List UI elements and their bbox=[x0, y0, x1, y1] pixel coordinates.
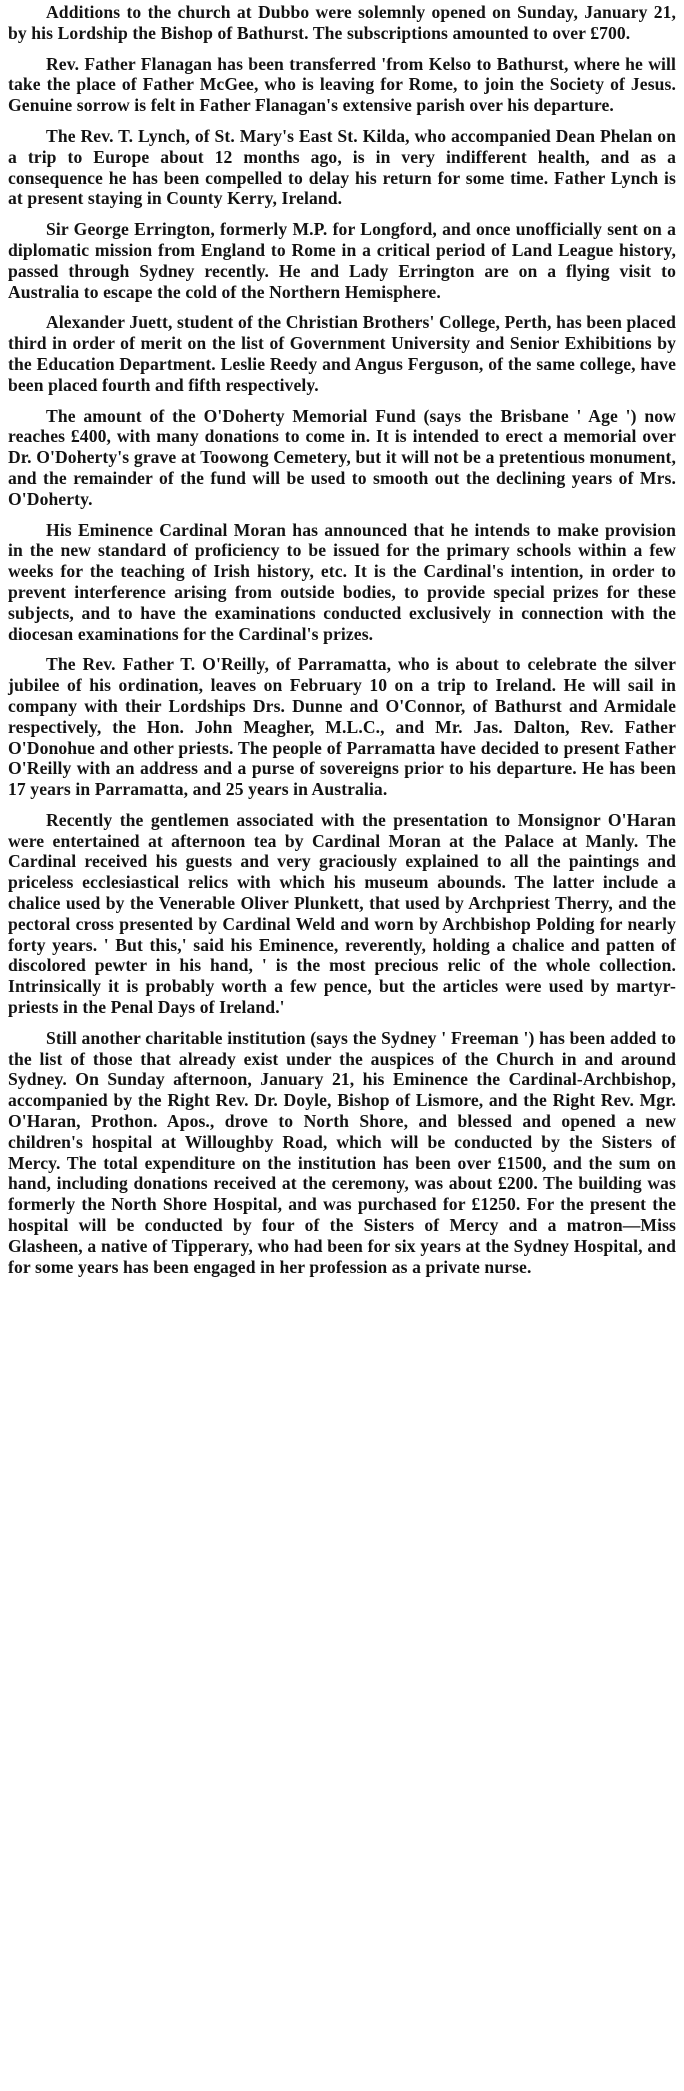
news-paragraph-lynch: The Rev. T. Lynch, of St. Mary's East St. Kilda, who accompanied Dean Phelan on a trip to Europe about 12 months ago, is in very indifferent health, and as a consequence he has been compelled to delay his return for some time. Father Lynch is at present staying in County Kerry, Ireland. bbox=[8, 125, 676, 209]
news-paragraph-cardinal-moran: His Eminence Cardinal Moran has announced that he intends to make provision in the new standard of proficiency to be issued for the primary schools within a few weeks for the teaching of Irish history, etc. It is the Cardinal's intention, in order to prevent interference arising from outside bodies, to provide special prizes for these subjects, and to have the examinations conducted exclusively in connection with the diocesan examinations for the Cardinal's prizes. bbox=[8, 519, 676, 644]
news-paragraph-childrens-hospital: Still another charitable institution (says the Sydney ' Freeman ') has been added to the list of those that already exist under the auspices of the Church in and around Sydney. On Sunday afternoon, January 21, his Eminence the Cardinal-Archbishop, accompanied by the Right Rev. Dr. Doyle, Bishop of Lismore, and the Right Rev. Mgr. O'Haran, Prothon. Apos., drove to North Shore, and blessed and opened a new children's hospital at Willoughby Road, which will be conducted by the Sisters of Mercy. The total expenditure on the institution has been over £1500, and the sum on hand, including donations received at the ceremony, was about £200. The building was formerly the North Shore Hospital, and was purchased for £1250. For the present the hospital will be conducted by four of the Sisters of Mercy and a matron—Miss Glasheen, a native of Tipperary, who had been for six years at the Sydney Hospital, and for some years has been engaged in her profession as a private nurse. bbox=[8, 1027, 676, 1277]
news-paragraph-odoherty-fund: The amount of the O'Doherty Memorial Fund (says the Brisbane ' Age ') now reaches £400, with many donations to come in. It is intended to erect a memorial over Dr. O'Doherty's grave at Toowong Cemetery, but it will not be a pretentious monument, and the remainder of the fund will be used to smooth out the declining years of Mrs. O'Doherty. bbox=[8, 405, 676, 509]
news-paragraph-juett: Alexander Juett, student of the Christian Brothers' College, Perth, has been placed third in order of merit on the list of Government University and Senior Exhibitions by the Education Department. Leslie Reedy and Angus Ferguson, of the same college, have been placed fourth and fifth respectively. bbox=[8, 312, 676, 395]
news-paragraph-flanagan: Rev. Father Flanagan has been transferred 'from Kelso to Bathurst, where he will take the place of Father McGee, who is leaving for Rome, to join the Society of Jesus. Genuine sorrow is felt in Father Flanagan's extensive parish over his departure. bbox=[8, 53, 676, 116]
news-paragraph-oreilly: The Rev. Father T. O'Reilly, of Parramatta, who is about to celebrate the silver jubilee of his ordination, leaves on February 10 on a trip to Ireland. He will sail in company with their Lordships Drs. Dunne and O'Connor, of Bathurst and Armidale respectively, the Hon. John Meagher, M.L.C., and Mr. Jas. Dalton, Rev. Father O'Donohue and other priests. The people of Parramatta have decided to present Father O'Reilly with an address and a purse of sovereigns prior to his departure. He has been 17 years in Parramatta, and 25 years in Australia. bbox=[8, 654, 676, 800]
news-paragraph-dubbo: Additions to the church at Dubbo were solemnly opened on Sunday, January 21, by his Lordship the Bishop of Bathurst. The subscriptions amounted to over £700. bbox=[8, 2, 676, 43]
news-paragraph-manly-reception: Recently the gentlemen associated with the presentation to Monsignor O'Haran were entertained at afternoon tea by Cardinal Moran at the Palace at Manly. The Cardinal received his guests and very graciously explained to all the paintings and priceless ecclesiastical relics with which his museum abounds. The latter include a chalice used by the Venerable Oliver Plunkett, that used by Archpriest Therry, and the pectoral cross presented by Cardinal Weld and worn by Archbishop Polding for nearly forty years. ' But this,' said his Eminence, reverently, holding a chalice and patten of discolored pewter in his hand, ' is the most precious relic of the whole collection. Intrinsically it is probably worth a few pence, but the articles were used by martyr-priests in the Penal Days of Ireland.' bbox=[8, 809, 676, 1018]
news-paragraph-errington: Sir George Errington, formerly M.P. for Longford, and once unofficially sent on a diplomatic mission from England to Rome in a critical period of Land League history, passed through Sydney recently. He and Lady Errington are on a flying visit to Australia to escape the cold of the Northern Hemisphere. bbox=[8, 219, 676, 302]
